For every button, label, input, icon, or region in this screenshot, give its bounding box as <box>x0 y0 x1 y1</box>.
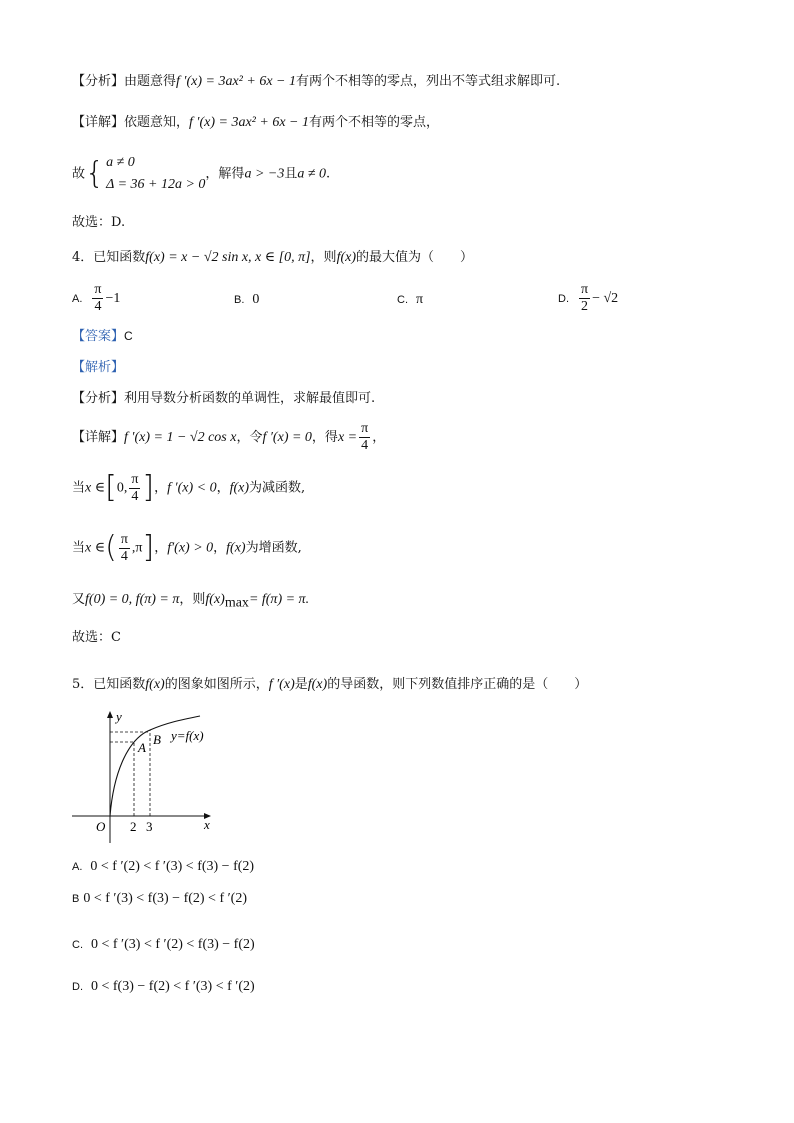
q5-stem-end: 的导函数，则下列数值排序正确的是（ ） <box>327 677 588 692</box>
q4-answer-line <box>72 326 133 347</box>
fraction <box>92 282 103 315</box>
fx: f(x) <box>145 677 165 692</box>
numerator: π <box>361 421 369 436</box>
analysis-text-post: 有两个不相等的零点，列出不等式组求解即可. <box>296 74 561 89</box>
result-and: 且 <box>284 166 298 182</box>
left-brace: { <box>85 156 105 191</box>
fraction <box>119 532 130 565</box>
q5-option-b <box>72 888 247 909</box>
detail-get: ，得 <box>311 430 338 445</box>
answer-tag: 【答案】 <box>72 329 125 344</box>
numerator: π <box>120 531 128 547</box>
also-text: 又 <box>72 592 86 607</box>
q4-decreasing-line: 当x ∈[0, $\frac{\pi}{4}$ ]，f ′(x) < 0，f(x)为减函数, <box>72 470 306 505</box>
x-in: x ∈ <box>85 540 106 556</box>
q4-max-line <box>72 590 309 614</box>
decreasing-text: 为减函数, <box>249 480 306 496</box>
increasing-text: 为增函数, <box>245 540 302 556</box>
q4-jiexi-tag: 【解析】 <box>72 360 125 375</box>
q3-detail-line <box>72 113 439 133</box>
analysis-tag: 【分析】 <box>72 391 125 406</box>
derivative-expression: f ′(x) = 3ax² + 6x − 1 <box>176 74 296 89</box>
q4-analysis-line <box>72 389 375 409</box>
point-a-label: A <box>138 740 146 755</box>
analysis-tag: 【分析】 <box>72 74 125 89</box>
max-rhs: = f(π) = π. <box>248 592 310 607</box>
answer-value: C <box>124 329 133 343</box>
option-tail: −1 <box>105 291 121 306</box>
q5-stem-mid2: 是 <box>294 677 308 692</box>
q4-detail-line <box>72 418 385 458</box>
option-label: A. <box>72 293 83 305</box>
tick-3: 3 <box>146 819 153 834</box>
q5-stem <box>72 675 587 695</box>
then-text: ，则 <box>179 592 206 607</box>
q4-stem <box>72 248 473 268</box>
q5-option-c <box>72 934 255 955</box>
option-label: C. <box>72 939 83 951</box>
interval-right: ,π <box>131 540 143 556</box>
denominator: 4 <box>94 299 102 314</box>
interval-left: 0, <box>116 480 128 496</box>
option-label: B. <box>234 294 245 306</box>
fx: f(x) <box>307 677 328 692</box>
fraction <box>359 421 370 454</box>
when-text: 当 <box>72 540 86 556</box>
q4-function: f(x) = x − √2 sin x, x ∈ [0, π] <box>145 250 311 265</box>
y-label: y <box>116 709 122 724</box>
q5-stem-pre: 5．已知函数 <box>72 677 146 692</box>
result-expression-2: a ≠ 0 <box>297 166 327 182</box>
derivative-expression: f ′(x) = 3ax² + 6x − 1 <box>189 115 309 130</box>
detail-tag: 【详解】 <box>72 115 125 130</box>
q4-option-a <box>72 282 120 315</box>
system-line-1: a ≠ 0 <box>106 155 135 170</box>
solve-text: ，解得 <box>205 166 245 182</box>
max-subscript: max <box>224 595 249 611</box>
q4-answer-choice: 故选：C <box>72 630 121 645</box>
detail-mid: ，令 <box>236 430 263 445</box>
curve-label: y=f(x) <box>171 728 204 743</box>
q4-option-d <box>558 282 618 315</box>
fraction <box>579 282 590 315</box>
system-prefix: 故 <box>72 166 86 182</box>
right-bracket: ] <box>142 470 155 505</box>
analysis-text-pre: 由题意得 <box>124 74 177 89</box>
denominator: 4 <box>131 488 139 504</box>
detail-tag: 【详解】 <box>72 430 125 445</box>
x-in: x ∈ <box>85 480 106 496</box>
q4-option-b <box>234 289 259 310</box>
system-line-2: Δ = 36 + 12a > 0 <box>106 177 206 192</box>
system-lines <box>106 152 205 196</box>
option-value: π <box>416 292 424 307</box>
q5-option-d <box>72 976 255 997</box>
q4-option-c <box>397 289 423 310</box>
denominator: 2 <box>581 299 589 314</box>
x-label: x <box>204 817 210 832</box>
option-value: 0 <box>252 292 260 307</box>
fraction <box>129 472 140 505</box>
option-expression: 0 < f ′(3) < f(3) − f(2) < f ′(2) <box>83 891 247 906</box>
q4-stem-text: 4．已知函数 <box>72 250 146 265</box>
fx: f(x) <box>229 480 250 496</box>
q4-increasing-line: 当x ∈( $\frac{\pi}{4}$ ,π]，f′(x) > 0，f(x)为增函数, <box>72 530 302 565</box>
option-tail: − √2 <box>592 291 619 306</box>
numerator: π <box>94 282 102 297</box>
option-label: B <box>72 893 80 905</box>
q3-analysis-line <box>72 72 560 92</box>
result-end: . <box>326 166 331 182</box>
right-bracket: ] <box>142 530 155 565</box>
detail-end: ， <box>372 430 386 445</box>
fprime: f ′(x) <box>268 677 295 692</box>
q4-stem-end: 的最大值为（ ） <box>356 250 474 265</box>
fx: f(x) <box>226 540 246 556</box>
origin-label: O <box>96 819 106 834</box>
left-bracket: [ <box>105 470 117 505</box>
detail-text-post: 有两个不相等的零点， <box>309 115 440 130</box>
function-graph <box>70 708 220 848</box>
x-equals: x = <box>337 430 358 445</box>
result-expression: a > −3 <box>244 166 285 182</box>
denominator: 4 <box>361 438 369 453</box>
q4-target: f(x) <box>336 250 356 265</box>
derivative-zero: f ′(x) = 0 <box>262 430 312 445</box>
q5-stem-mid: 的图象如图所示， <box>164 677 269 692</box>
derivative-positive: f′(x) > 0 <box>167 540 214 556</box>
option-label: C. <box>397 294 408 306</box>
derivative-negative: f ′(x) < 0 <box>167 480 217 496</box>
option-expression: 0 < f ′(2) < f ′(3) < f(3) − f(2) <box>90 859 255 874</box>
derivative: f ′(x) = 1 − √2 cos x <box>124 430 237 445</box>
q3-inequality-system <box>72 152 330 197</box>
point-b-label: B <box>153 732 161 747</box>
values-expression: f(0) = 0, f(π) = π <box>85 592 180 607</box>
tick-2: 2 <box>130 819 137 834</box>
when-text: 当 <box>72 480 86 496</box>
option-expression: 0 < f ′(3) < f ′(2) < f(3) − f(2) <box>91 937 255 952</box>
left-paren: ( <box>105 530 117 565</box>
option-label: D. <box>72 981 83 993</box>
option-label: D. <box>558 293 569 305</box>
detail-text-pre: 依题意知， <box>124 115 190 130</box>
option-label: A. <box>72 861 83 873</box>
numerator: π <box>581 282 589 297</box>
option-expression: 0 < f(3) − f(2) < f ′(3) < f ′(2) <box>91 979 255 994</box>
numerator: π <box>131 471 139 487</box>
q3-answer-line: 故选：D. <box>72 215 126 230</box>
denominator: 4 <box>120 548 128 564</box>
q4-stem-mid: ，则 <box>310 250 337 265</box>
analysis-text: 利用导数分析函数的单调性，求解最值即可. <box>124 391 376 406</box>
q5-option-a <box>72 856 254 877</box>
max-fx: f(x) <box>205 592 225 607</box>
